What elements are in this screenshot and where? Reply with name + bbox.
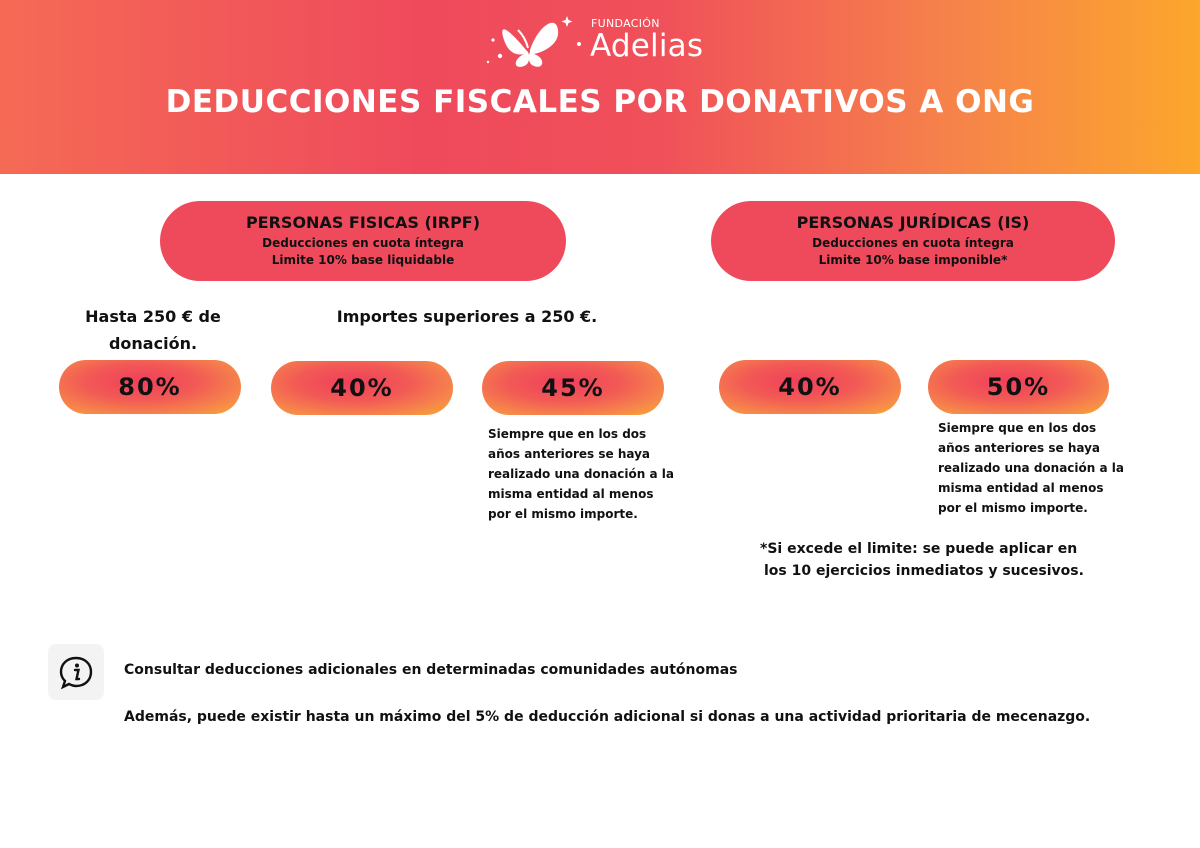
personas-fisicas-header (160, 201, 566, 281)
header-banner (0, 0, 1200, 174)
note-fisicas-line: Siempre que en los dos (488, 427, 647, 441)
hasta-250-label (60, 303, 246, 357)
note-fisicas (488, 424, 688, 524)
info-speech-icon (48, 644, 104, 700)
note-fisicas-line: por el mismo importe. (488, 507, 638, 521)
pct-50-pill: 50% (928, 360, 1109, 414)
limit-footnote-line1: *Si excede el limite: se puede aplicar en (760, 541, 1078, 557)
note-juridicas-line: realizado una donación a la (938, 461, 1124, 475)
brand-logo (478, 10, 718, 72)
info-mecenazgo-text: Además, puede existir hasta un máximo del 5% de deducción adicional si donas a una actividad prioritaria de mecenazgo. (124, 709, 1091, 725)
pct-80-pill: 80% (59, 360, 241, 414)
hasta-250-line2: donación. (108, 334, 198, 353)
brand-small-text: FUNDACIÓN (591, 17, 660, 30)
personas-fisicas-line1: Deducciones en cuota íntegra (262, 236, 464, 250)
personas-fisicas-line2: Limite 10% base liquidable (271, 253, 455, 267)
note-fisicas-line: misma entidad al menos (488, 487, 654, 501)
limit-footnote-line2: los 10 ejercicios inmediatos y sucesivos. (764, 563, 1084, 579)
info-comunidades-text: Consultar deducciones adicionales en determinadas comunidades autónomas (124, 662, 738, 678)
note-juridicas (938, 418, 1138, 518)
pct-40-juridicas-pill: 40% (719, 360, 901, 414)
pct-45-pill: 45% (482, 361, 664, 415)
butterfly-icon (478, 10, 588, 72)
personas-juridicas-line2: Limite 10% base imponible* (818, 253, 1008, 267)
importes-superiores-label: Importes superiores a 250 €. (336, 307, 598, 326)
note-fisicas-line: realizado una donación a la (488, 467, 674, 481)
personas-juridicas-title: PERSONAS JURÍDICAS (IS) (796, 213, 1030, 232)
note-juridicas-line: por el mismo importe. (938, 501, 1088, 515)
note-juridicas-line: Siempre que en los dos (938, 421, 1097, 435)
info-icon-box (48, 644, 104, 700)
hasta-250-line1: Hasta 250 € de (85, 307, 221, 326)
limit-footnote (760, 538, 1090, 582)
note-juridicas-line: misma entidad al menos (938, 481, 1104, 495)
personas-juridicas-line1: Deducciones en cuota íntegra (812, 236, 1014, 250)
note-fisicas-line: años anteriores se haya (488, 447, 651, 461)
personas-juridicas-header (711, 201, 1115, 281)
pct-40-fisicas-pill: 40% (271, 361, 453, 415)
personas-fisicas-title: PERSONAS FISICAS (IRPF) (245, 213, 481, 232)
brand-name: Adelias (590, 28, 704, 64)
note-juridicas-line: años anteriores se haya (938, 441, 1101, 455)
page-title: DEDUCCIONES FISCALES POR DONATIVOS A ONG (165, 84, 1035, 120)
